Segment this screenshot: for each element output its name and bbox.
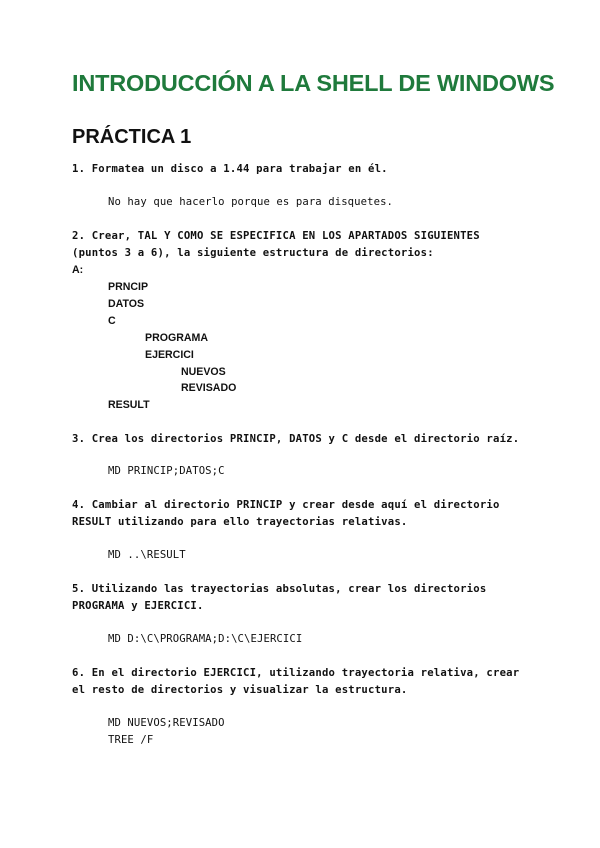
answer-6-line-1: MD NUEVOS;REVISADO: [108, 717, 225, 729]
question-4-line-1: 4. Cambiar al directorio PRINCIP y crear desde aquí el directorio: [72, 499, 500, 511]
tree-item-c: C: [108, 315, 116, 327]
tree-item-revisado: REVISADO: [181, 382, 237, 394]
tree-item-result: RESULT: [108, 399, 150, 411]
tree-item-programa: PROGRAMA: [145, 332, 208, 344]
question-3: 3. Crea los directorios PRINCIP, DATOS y C desde el directorio raíz.: [72, 433, 520, 445]
question-5-line-2: PROGRAMA y EJERCICI.: [72, 600, 204, 612]
answer-6-line-2: TREE /F: [108, 734, 154, 746]
tree-root: A:: [72, 264, 84, 276]
tree-item-ejercici: EJERCICI: [145, 349, 194, 361]
document-title: INTRODUCCIÓN A LA SHELL DE WINDOWS: [72, 70, 555, 96]
question-5-line-1: 5. Utilizando las trayectorias absolutas, crear los directorios: [72, 583, 487, 595]
tree-item-nuevos: NUEVOS: [181, 366, 226, 378]
question-4-line-2: RESULT utilizando para ello trayectorias relativas.: [72, 516, 408, 528]
question-2-line-1: 2. Crear, TAL Y COMO SE ESPECIFICA EN LOS APARTADOS SIGUIENTES: [72, 230, 480, 242]
tree-item-datos: DATOS: [108, 298, 145, 310]
answer-4: MD ..\RESULT: [108, 549, 186, 561]
answer-3: MD PRINCIP;DATOS;C: [108, 465, 225, 477]
answer-1: No hay que hacerlo porque es para disquetes.: [108, 196, 394, 208]
answer-5: MD D:\C\PROGRAMA;D:\C\EJERCICI: [108, 633, 303, 645]
practice-heading: PRÁCTICA 1: [72, 126, 192, 148]
question-1: 1. Formatea un disco a 1.44 para trabajar en él.: [72, 163, 388, 175]
question-6-line-1: 6. En el directorio EJERCICI, utilizando trayectoria relativa, crear: [72, 667, 520, 679]
tree-item-prncip: PRNCIP: [108, 281, 149, 293]
question-6-line-2: el resto de directorios y visualizar la estructura.: [72, 684, 408, 696]
question-2-line-2: (puntos 3 a 6), la siguiente estructura de directorios:: [72, 247, 434, 259]
